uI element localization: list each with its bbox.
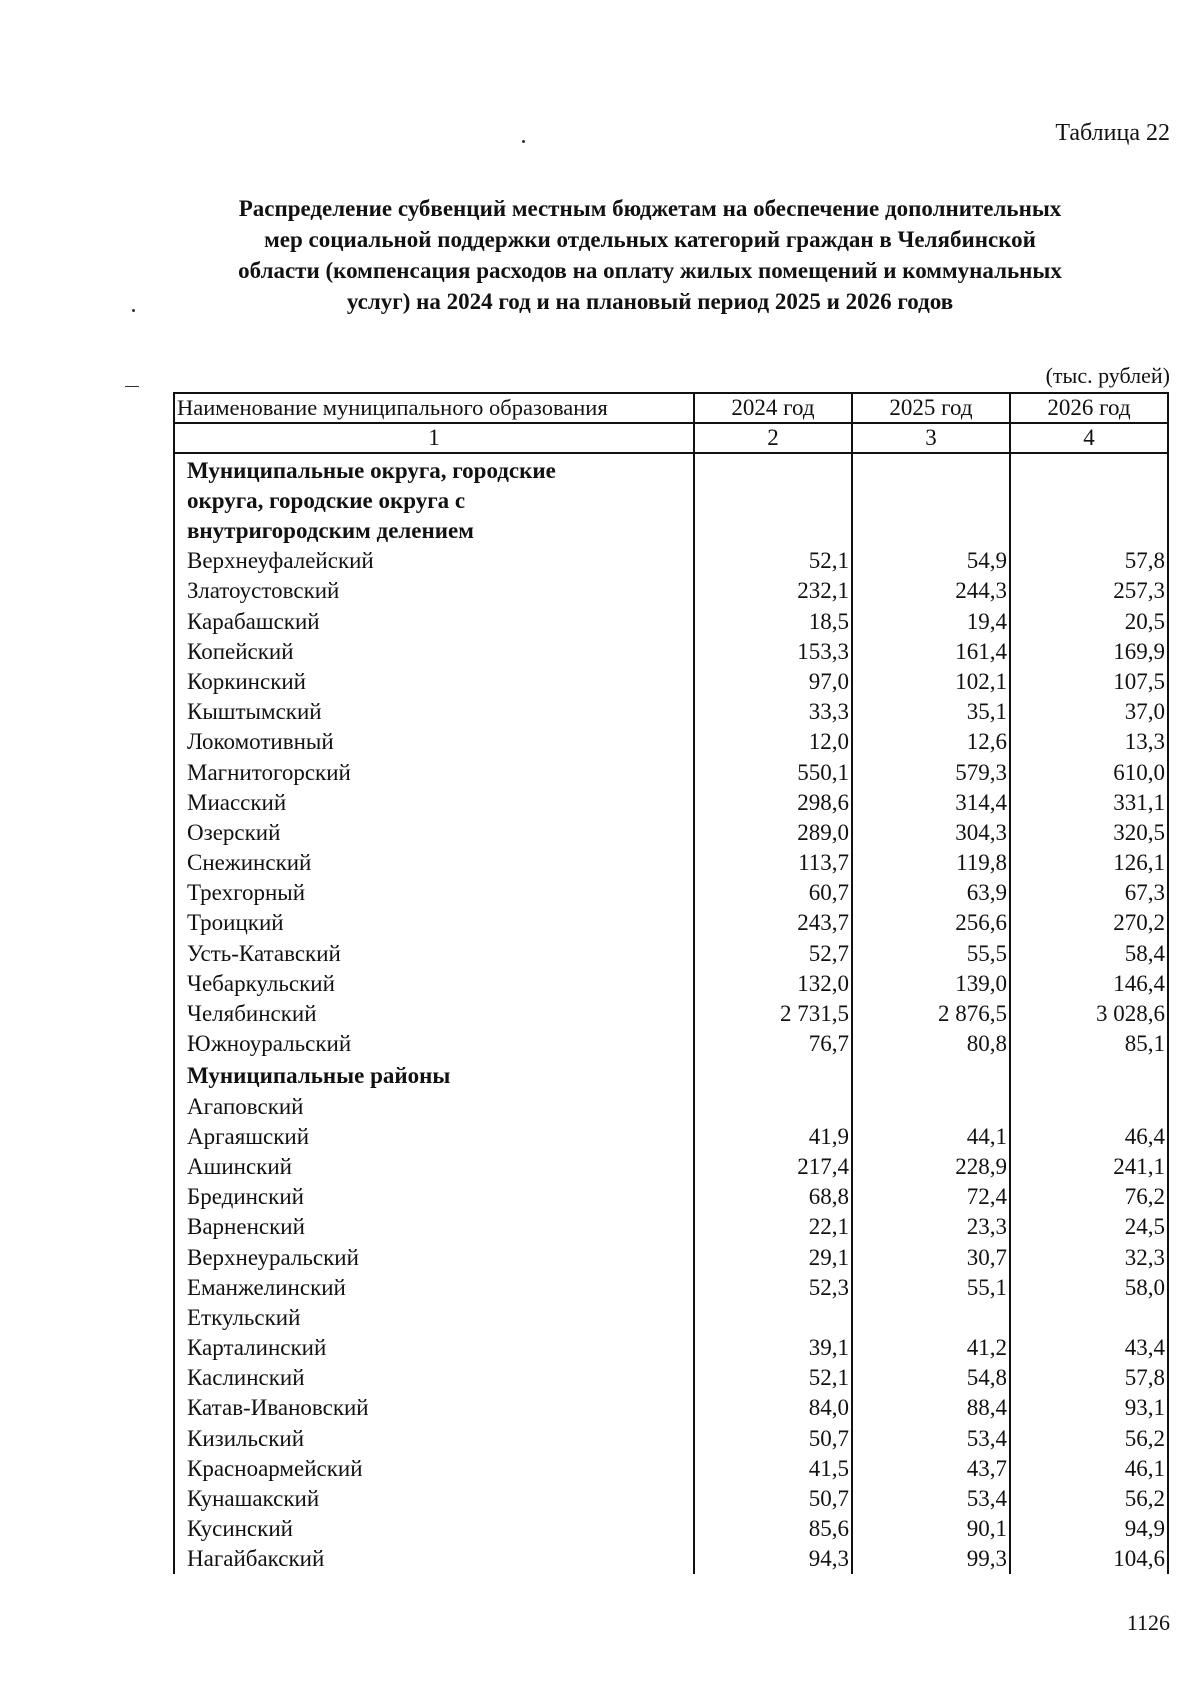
group-title-line: Муниципальные округа, городские — [187, 458, 556, 483]
amount-2026: 13,3 — [1010, 727, 1168, 757]
column-number: 2 — [694, 423, 852, 453]
amount-2026: 58,4 — [1010, 938, 1168, 968]
amount-2024: 22,1 — [694, 1212, 852, 1242]
empty-cell — [1010, 1059, 1168, 1091]
amount-2024: 39,1 — [694, 1333, 852, 1363]
amount-2024: 41,9 — [694, 1122, 852, 1152]
group-header-row — [174, 453, 1168, 546]
amount-2026: 24,5 — [1010, 1212, 1168, 1242]
municipality-name: Нагайбакский — [174, 1544, 694, 1574]
table-row — [174, 727, 1168, 757]
amount-2026: 3 028,6 — [1010, 999, 1168, 1029]
amount-2026: 94,9 — [1010, 1514, 1168, 1544]
municipality-name: Коркинский — [174, 667, 694, 697]
table-row — [174, 1029, 1168, 1059]
amount-2026: 57,8 — [1010, 546, 1168, 576]
header-row — [174, 393, 1168, 423]
municipality-name: Миасский — [174, 788, 694, 818]
amount-2026: 270,2 — [1010, 908, 1168, 938]
table-row — [174, 908, 1168, 938]
municipality-name: Троицкий — [174, 908, 694, 938]
amount-2024: 52,7 — [694, 938, 852, 968]
title-line: мер социальной поддержки отдельных категорий граждан в Челябинской — [264, 227, 1036, 252]
amount-2026: 126,1 — [1010, 848, 1168, 878]
amount-2024: 18,5 — [694, 606, 852, 636]
amount-2024 — [694, 1091, 852, 1121]
group-title-line: Муниципальные районы — [187, 1063, 451, 1089]
amount-2025: 43,7 — [852, 1454, 1010, 1484]
municipality-name: Челябинский — [174, 999, 694, 1029]
subvention-table — [173, 392, 1169, 1574]
municipality-name: Агаповский — [174, 1091, 694, 1121]
table-row — [174, 1152, 1168, 1182]
title-line: области (компенсация расходов на оплату жилых помещений и коммунальных — [238, 258, 1062, 283]
table-row — [174, 969, 1168, 999]
group-title — [174, 1059, 694, 1091]
amount-2026: 32,3 — [1010, 1242, 1168, 1272]
table-row — [174, 1182, 1168, 1212]
amount-2026: 46,1 — [1010, 1454, 1168, 1484]
municipality-name: Кунашакский — [174, 1484, 694, 1514]
table-number: Таблица 22 — [1055, 120, 1170, 146]
column-number: 4 — [1010, 423, 1168, 453]
amount-2024: 97,0 — [694, 667, 852, 697]
amount-2026: 37,0 — [1010, 697, 1168, 727]
municipality-name: Южноуральский — [174, 1029, 694, 1059]
column-header-name: Наименование муниципального образования — [174, 393, 694, 423]
group-title — [174, 453, 694, 546]
amount-2024: 33,3 — [694, 697, 852, 727]
table-row — [174, 1423, 1168, 1453]
column-number: 3 — [852, 423, 1010, 453]
table-row — [174, 576, 1168, 606]
amount-2025: 256,6 — [852, 908, 1010, 938]
amount-2025: 44,1 — [852, 1122, 1010, 1152]
amount-2026 — [1010, 1091, 1168, 1121]
municipality-name: Озерский — [174, 818, 694, 848]
table-row — [174, 1242, 1168, 1272]
amount-2025: 99,3 — [852, 1544, 1010, 1574]
empty-cell — [852, 1059, 1010, 1091]
amount-2025: 139,0 — [852, 969, 1010, 999]
amount-2026: 320,5 — [1010, 818, 1168, 848]
amount-2025 — [852, 1091, 1010, 1121]
amount-2024: 52,1 — [694, 546, 852, 576]
municipality-name: Каслинский — [174, 1363, 694, 1393]
amount-2026: 93,1 — [1010, 1393, 1168, 1423]
amount-2025: 19,4 — [852, 606, 1010, 636]
empty-cell — [1010, 453, 1168, 546]
amount-2024: 94,3 — [694, 1544, 852, 1574]
municipality-name: Варненский — [174, 1212, 694, 1242]
table-row — [174, 1333, 1168, 1363]
municipality-name: Верхнеуральский — [174, 1242, 694, 1272]
empty-cell — [694, 1059, 852, 1091]
amount-2024: 132,0 — [694, 969, 852, 999]
amount-2025: 63,9 — [852, 878, 1010, 908]
municipality-name: Кыштымский — [174, 697, 694, 727]
table-row — [174, 757, 1168, 787]
amount-2025: 80,8 — [852, 1029, 1010, 1059]
municipality-name: Магнитогорский — [174, 757, 694, 787]
table-row — [174, 637, 1168, 667]
amount-2025: 53,4 — [852, 1484, 1010, 1514]
amount-2026: 146,4 — [1010, 969, 1168, 999]
table-body — [174, 453, 1168, 1574]
amount-2024: 41,5 — [694, 1454, 852, 1484]
scan-speck — [132, 309, 135, 312]
scan-speck — [125, 386, 139, 387]
amount-2026: 76,2 — [1010, 1182, 1168, 1212]
table-row — [174, 1544, 1168, 1574]
title-line: услуг) на 2024 год и на плановый период 2025 и 2026 годов — [346, 289, 954, 314]
scan-speck — [522, 140, 525, 143]
amount-2026: 85,1 — [1010, 1029, 1168, 1059]
table-row — [174, 546, 1168, 576]
municipality-name: Красноармейский — [174, 1454, 694, 1484]
municipality-name: Локомотивный — [174, 727, 694, 757]
amount-2024 — [694, 1303, 852, 1333]
table-row — [174, 1454, 1168, 1484]
column-header-2025: 2025 год — [852, 393, 1010, 423]
amount-2024: 232,1 — [694, 576, 852, 606]
table-row — [174, 878, 1168, 908]
amount-2026: 169,9 — [1010, 637, 1168, 667]
amount-2026: 104,6 — [1010, 1544, 1168, 1574]
municipality-name: Катав-Ивановский — [174, 1393, 694, 1423]
amount-2024: 113,7 — [694, 848, 852, 878]
amount-2026: 46,4 — [1010, 1122, 1168, 1152]
table-row — [174, 818, 1168, 848]
amount-2024: 84,0 — [694, 1393, 852, 1423]
table-row — [174, 1514, 1168, 1544]
table-row — [174, 999, 1168, 1029]
table-row — [174, 1212, 1168, 1242]
amount-2025: 12,6 — [852, 727, 1010, 757]
amount-2025: 55,1 — [852, 1273, 1010, 1303]
amount-2026: 56,2 — [1010, 1484, 1168, 1514]
table-row — [174, 788, 1168, 818]
municipality-name: Трехгорный — [174, 878, 694, 908]
amount-2024: 217,4 — [694, 1152, 852, 1182]
amount-2024: 29,1 — [694, 1242, 852, 1272]
table-row — [174, 1484, 1168, 1514]
amount-2024: 550,1 — [694, 757, 852, 787]
amount-2026 — [1010, 1303, 1168, 1333]
amount-2026: 56,2 — [1010, 1423, 1168, 1453]
municipality-name: Усть-Катавский — [174, 938, 694, 968]
amount-2025: 119,8 — [852, 848, 1010, 878]
amount-2024: 52,3 — [694, 1273, 852, 1303]
amount-2025: 23,3 — [852, 1212, 1010, 1242]
amount-2026: 241,1 — [1010, 1152, 1168, 1182]
table-row — [174, 1273, 1168, 1303]
column-header-2024: 2024 год — [694, 393, 852, 423]
amount-2026: 20,5 — [1010, 606, 1168, 636]
municipality-name: Кизильский — [174, 1423, 694, 1453]
amount-2025: 2 876,5 — [852, 999, 1010, 1029]
municipality-name: Верхнеуфалейский — [174, 546, 694, 576]
amount-2024: 68,8 — [694, 1182, 852, 1212]
table-row — [174, 848, 1168, 878]
amount-2025: 161,4 — [852, 637, 1010, 667]
amount-2024: 12,0 — [694, 727, 852, 757]
document-title — [150, 193, 1150, 317]
column-header-2026: 2026 год — [1010, 393, 1168, 423]
amount-2024: 50,7 — [694, 1484, 852, 1514]
amount-2024: 243,7 — [694, 908, 852, 938]
amount-2024: 153,3 — [694, 637, 852, 667]
amount-2025: 54,9 — [852, 546, 1010, 576]
amount-2025: 90,1 — [852, 1514, 1010, 1544]
amount-2024: 60,7 — [694, 878, 852, 908]
page-number: 1126 — [1126, 1610, 1170, 1635]
empty-cell — [852, 453, 1010, 546]
amount-2025: 314,4 — [852, 788, 1010, 818]
amount-2026: 43,4 — [1010, 1333, 1168, 1363]
amount-2025: 304,3 — [852, 818, 1010, 848]
units-label: (тыс. рублей) — [1045, 363, 1170, 388]
amount-2024: 76,7 — [694, 1029, 852, 1059]
amount-2026: 57,8 — [1010, 1363, 1168, 1393]
table-row — [174, 1363, 1168, 1393]
amount-2024: 52,1 — [694, 1363, 852, 1393]
municipality-name: Златоустовский — [174, 576, 694, 606]
amount-2025: 55,5 — [852, 938, 1010, 968]
municipality-name: Аргаяшский — [174, 1122, 694, 1152]
table-row — [174, 1393, 1168, 1423]
municipality-name: Чебаркульский — [174, 969, 694, 999]
amount-2024: 50,7 — [694, 1423, 852, 1453]
group-title-line: округа, городские округа с — [187, 488, 466, 513]
amount-2025: 53,4 — [852, 1423, 1010, 1453]
municipality-name: Еманжелинский — [174, 1273, 694, 1303]
table-row — [174, 938, 1168, 968]
amount-2025: 88,4 — [852, 1393, 1010, 1423]
column-number-row — [174, 423, 1168, 453]
table-row — [174, 667, 1168, 697]
amount-2024: 298,6 — [694, 788, 852, 818]
group-title-line: внутригородским делением — [187, 518, 474, 543]
municipality-name: Еткульский — [174, 1303, 694, 1333]
amount-2025: 228,9 — [852, 1152, 1010, 1182]
amount-2024: 289,0 — [694, 818, 852, 848]
municipality-name: Карабашский — [174, 606, 694, 636]
amount-2026: 257,3 — [1010, 576, 1168, 606]
amount-2025 — [852, 1303, 1010, 1333]
amount-2025: 35,1 — [852, 697, 1010, 727]
empty-cell — [694, 453, 852, 546]
amount-2026: 610,0 — [1010, 757, 1168, 787]
amount-2025: 72,4 — [852, 1182, 1010, 1212]
amount-2024: 2 731,5 — [694, 999, 852, 1029]
amount-2025: 41,2 — [852, 1333, 1010, 1363]
municipality-name: Копейский — [174, 637, 694, 667]
amount-2026: 67,3 — [1010, 878, 1168, 908]
amount-2025: 579,3 — [852, 757, 1010, 787]
column-number: 1 — [174, 423, 694, 453]
amount-2025: 54,8 — [852, 1363, 1010, 1393]
municipality-name: Кусинский — [174, 1514, 694, 1544]
table-row — [174, 1122, 1168, 1152]
title-line: Распределение субвенций местным бюджетам на обеспечение дополнительных — [238, 196, 1062, 221]
municipality-name: Брединский — [174, 1182, 694, 1212]
amount-2024: 85,6 — [694, 1514, 852, 1544]
subvention-table-container — [173, 392, 1169, 1574]
table-row — [174, 1303, 1168, 1333]
municipality-name: Ашинский — [174, 1152, 694, 1182]
municipality-name: Снежинский — [174, 848, 694, 878]
table-row — [174, 1091, 1168, 1121]
amount-2026: 331,1 — [1010, 788, 1168, 818]
amount-2025: 244,3 — [852, 576, 1010, 606]
group-header-row — [174, 1059, 1168, 1091]
amount-2025: 102,1 — [852, 667, 1010, 697]
table-row — [174, 697, 1168, 727]
table-row — [174, 606, 1168, 636]
amount-2026: 107,5 — [1010, 667, 1168, 697]
amount-2026: 58,0 — [1010, 1273, 1168, 1303]
amount-2025: 30,7 — [852, 1242, 1010, 1272]
municipality-name: Карталинский — [174, 1333, 694, 1363]
